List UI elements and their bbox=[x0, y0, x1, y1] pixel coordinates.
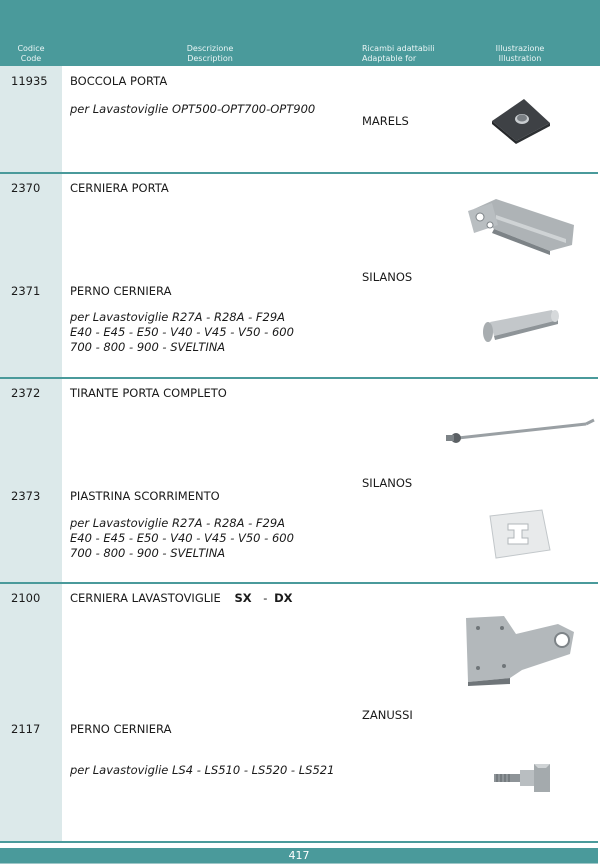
page-number: 417 bbox=[288, 849, 310, 862]
item-brand: MARELS bbox=[362, 114, 409, 128]
bushing-illustration bbox=[488, 95, 554, 145]
item-title: CERNIERA LAVASTOVIGLIE bbox=[70, 591, 221, 605]
item-title: PERNO CERNIERA bbox=[70, 284, 172, 298]
header-desc-en: Description bbox=[187, 54, 233, 63]
section-divider bbox=[0, 172, 598, 174]
footer-underline bbox=[0, 863, 598, 864]
item-code: 2372 bbox=[11, 386, 41, 400]
top-band bbox=[0, 0, 600, 40]
header-code bbox=[0, 44, 62, 64]
table-header bbox=[0, 40, 600, 66]
page-footer bbox=[0, 848, 598, 863]
item-title-row bbox=[70, 591, 293, 606]
header-code-it: Codice bbox=[17, 44, 45, 53]
item-compat: per Lavastoviglie LS4 - LS510 - LS520 - LS521 bbox=[70, 763, 335, 777]
hinge-bolt-illustration bbox=[490, 758, 554, 798]
title-separator: - bbox=[263, 591, 268, 605]
item-brand: ZANUSSI bbox=[362, 708, 413, 722]
right-marker: DX bbox=[274, 591, 293, 605]
section-divider bbox=[0, 377, 598, 379]
slide-plate-illustration bbox=[484, 506, 554, 560]
item-title: PIASTRINA SCORRIMENTO bbox=[70, 489, 220, 503]
header-adapt-it: Ricambi adattabili bbox=[362, 44, 435, 53]
door-hinge-illustration bbox=[466, 195, 580, 255]
item-title: CERNIERA PORTA bbox=[70, 181, 169, 195]
item-code: 2373 bbox=[11, 489, 41, 503]
header-ill-it: Illustrazione bbox=[495, 44, 545, 53]
item-brand: SILANOS bbox=[362, 476, 413, 490]
dishwasher-hinge-illustration bbox=[458, 612, 580, 686]
header-adapt-en: Adaptable for bbox=[362, 54, 417, 63]
item-title: PERNO CERNIERA bbox=[70, 722, 172, 736]
header-description bbox=[62, 44, 358, 64]
section-divider bbox=[0, 582, 598, 584]
item-code: 2371 bbox=[11, 284, 41, 298]
item-code: 2370 bbox=[11, 181, 41, 195]
item-code: 11935 bbox=[11, 74, 48, 88]
item-code: 2117 bbox=[11, 722, 41, 736]
item-title: BOCCOLA PORTA bbox=[70, 74, 168, 88]
header-desc-it: Descrizione bbox=[186, 44, 234, 53]
item-compat: per Lavastoviglie OPT500-OPT700-OPT900 bbox=[70, 102, 316, 116]
item-brand: SILANOS bbox=[362, 270, 413, 284]
header-illustration bbox=[452, 44, 588, 64]
header-ill-en: Illustration bbox=[498, 54, 542, 63]
door-rod-illustration bbox=[444, 416, 598, 448]
item-compat: per Lavastoviglie R27A - R28A - F29A E40 - E45 - E50 - V40 - V45 - V50 - 600 700 - 800 - 900 - SVELTINA bbox=[70, 310, 294, 354]
left-marker: SX bbox=[234, 591, 252, 605]
section-divider bbox=[0, 841, 598, 843]
item-code: 2100 bbox=[11, 591, 41, 605]
header-adaptable bbox=[362, 44, 452, 64]
item-compat: per Lavastoviglie R27A - R28A - F29A E40 - E45 - E50 - V40 - V45 - V50 - 600 700 - 800 - 900 - SVELTINA bbox=[70, 516, 294, 560]
header-code-en: Code bbox=[20, 54, 42, 63]
hinge-pin-illustration bbox=[480, 306, 562, 346]
item-title: TIRANTE PORTA COMPLETO bbox=[70, 386, 227, 400]
